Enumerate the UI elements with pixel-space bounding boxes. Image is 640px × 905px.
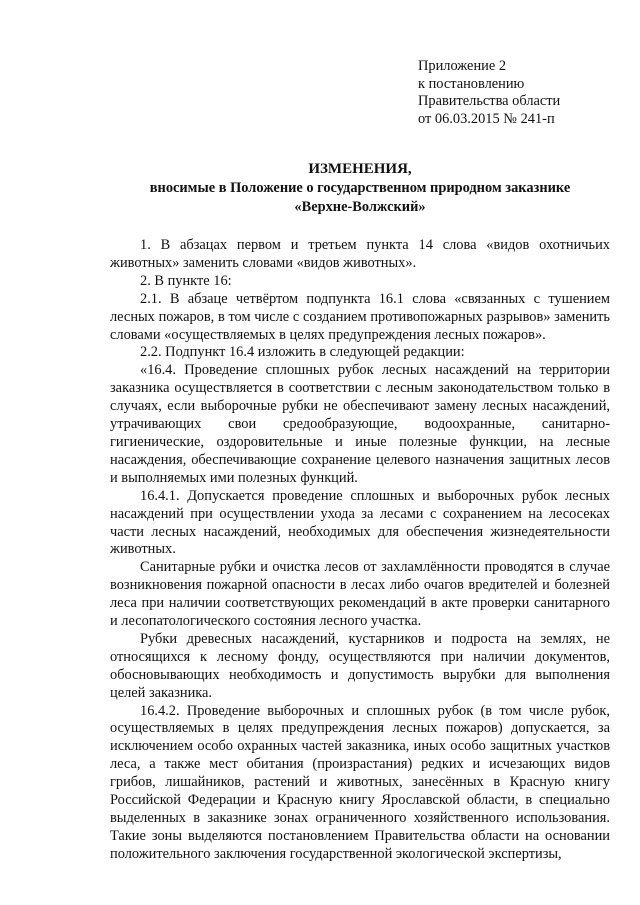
paragraph-2-2: 2.2. Подпункт 16.4 изложить в следующей редакции:	[140, 344, 465, 361]
paragraph-sanitary-cuttings: Санитарные рубки и очистка лесов от захламлённости проводятся в случае возникновения пожарной опасности в лесах либо очагов вредителей и болезней леса при наличии соответствующих рекомендаций в акте проверки санитарного и лесопатологического состояния лесного участка.	[110, 559, 610, 630]
paragraph-16-4: «16.4. Проведение сплошных рубок лесных насаждений на территории заказника осуществляется в соответствии с лесным законодательством только в случаях, если выборочные рубки не обеспечивают замену лесных насаждений, утрачивающих свои средообразующие, водоохранные, санитарно-гигиенические, оздоровительные и иные полезные функции, на лесные насаждения, обеспечивающие сохранение целевого назначения защитных лесов и выполняемых ими полезных функций.	[110, 362, 610, 486]
heading-title: ИЗМЕНЕНИЯ,	[308, 161, 412, 177]
paragraph-2-1: 2.1. В абзаце четвёртом подпункта 16.1 слова «связанных с тушением лесных пожаров, в том числе с созданием противопожарных разрывов» заменить словами «осуществляемых в целях предупреждения лесных пожаров».	[110, 290, 610, 343]
document-heading	[110, 160, 610, 217]
paragraph-16-4-2: 16.4.2. Проведение выборочных и сплошных рубок (в том числе рубок, осуществляемых в целях предупреждения лесных пожаров) допускается, за исключением особо охранных частей заказника, иных особо защитных участков леса, а также мест обитания (произрастания) редких и исчезающих видов грибов, лишайников, растений и животных, занесённых в Красную книгу Российской Федерации и Красную книгу Ярославской области, в специально выделенных в заказнике зонах ограниченного хозяйственного использования. Такие зоны выделяются постановлением Правительства области на основании положительного заключения государственной экологической экспертизы,	[110, 702, 610, 862]
heading-reserve-name: «Верхне-Волжский»	[294, 199, 426, 215]
paragraph-tree-cuttings: Рубки древесных насаждений, кустарников и подроста на землях, не относящихся к лесному фонду, осуществляются при наличии документов, обосновывающих необходимость и допустимость вырубки для выполнения целей заказника.	[110, 630, 610, 701]
paragraph-1: 1. В абзацах первом и третьем пункта 14 слова «видов охотничьих животных» заменить словами «видов животных».	[110, 237, 610, 271]
document-body	[110, 237, 610, 864]
appendix-line-1: Приложение 2	[418, 58, 507, 74]
heading-subtitle: вносимые в Положение о государственном природном заказнике	[149, 180, 571, 196]
paragraph-16-4-1: 16.4.1. Допускается проведение сплошных и выборочных рубок лесных насаждений при осуществлении ухода за лесами с сохранением на лесосеках части лесных насаждений, необходимых для обеспечения жизнедеятельности животных.	[110, 487, 610, 558]
paragraph-2: 2. В пункте 16:	[140, 272, 232, 289]
appendix-line-3: Правительства области	[418, 93, 561, 109]
appendix-line-2: к постановлению	[418, 75, 525, 92]
appendix-line-4: от 06.03.2015 № 241-п	[418, 110, 555, 127]
appendix-block	[418, 58, 610, 128]
